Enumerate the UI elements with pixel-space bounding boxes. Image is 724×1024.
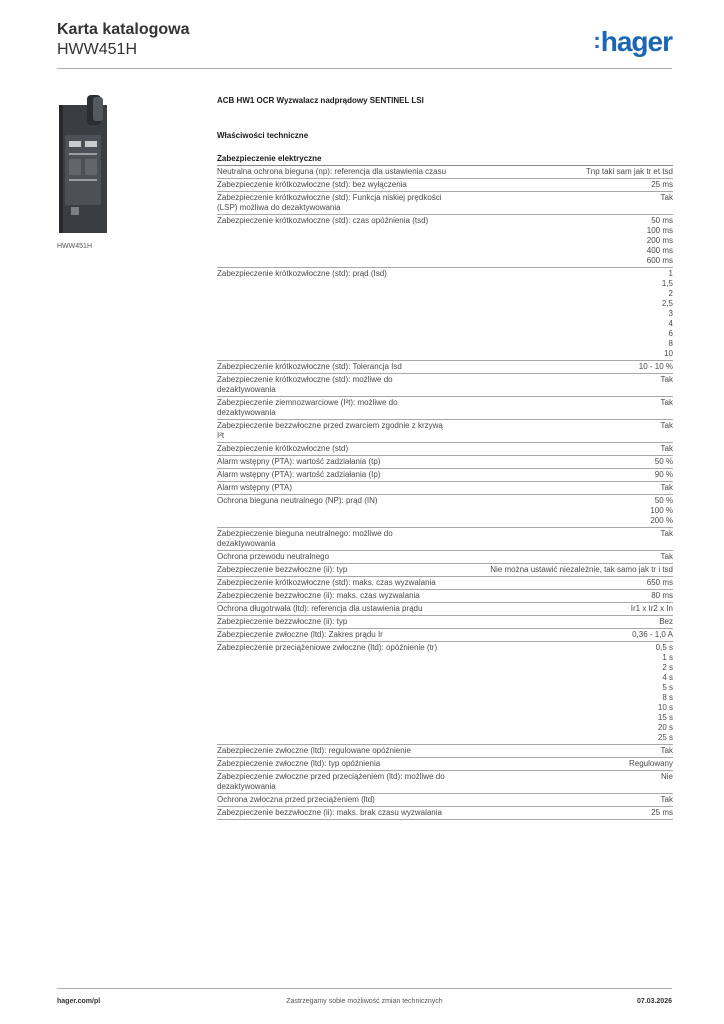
property-value: Tak [458, 794, 673, 807]
table-row [217, 215, 673, 268]
property-value: 650 ms [458, 577, 673, 590]
property-label: Zabezpieczenie krótkozwłoczne (std) [217, 443, 458, 456]
footer-date: 07.03.2026 [636, 998, 672, 1005]
table-row [217, 603, 673, 616]
table-row [217, 374, 673, 397]
footer-divider [57, 988, 672, 989]
footer-disclaimer: Zastrzegamy sobie możliwość zmian technicznych [286, 998, 443, 1005]
document-title: Karta katalogowa [57, 21, 190, 38]
property-value: Tak [458, 192, 673, 215]
property-label: Zabezpieczenie zwłoczne (ltd): Zakres prądu Ir [217, 629, 458, 642]
table-row [217, 456, 673, 469]
property-value: 50 % 100 % 200 % [458, 495, 673, 528]
table-row [217, 495, 673, 528]
hager-logo: :hager [593, 26, 672, 57]
property-value: 0,36 - 1,0 A [458, 629, 673, 642]
property-label: Zabezpieczenie przeciążeniowe zwłoczne (ltd): opóźnienie (tr) [217, 642, 458, 745]
property-label: Zabezpieczenie bieguna neutralnego: możliwe do dezaktywowania [217, 528, 458, 551]
property-label: Zabezpieczenie krótkozwłoczne (std): możliwe do dezaktywowania [217, 374, 458, 397]
table-row [217, 551, 673, 564]
table-row [217, 564, 673, 577]
table-row [217, 397, 673, 420]
property-label: Zabezpieczenie bezzwłoczne (ii): maks. brak czasu wyzwalania [217, 807, 458, 820]
table-row [217, 443, 673, 456]
property-value: Nie można ustawić niezależnie, tak samo jak tr i tsd [458, 564, 673, 577]
property-value: 10 - 10 % [458, 361, 673, 374]
property-value: Tak [458, 420, 673, 443]
property-label: Zabezpieczenie bezzwłoczne (ii): typ [217, 616, 458, 629]
table-row [217, 794, 673, 807]
table-row [217, 166, 673, 179]
table-row [217, 528, 673, 551]
table-row [217, 758, 673, 771]
table-row [217, 616, 673, 629]
page-header [57, 20, 189, 60]
product-details [217, 95, 673, 820]
table-row [217, 420, 673, 443]
property-label: Zabezpieczenie krótkozwłoczne (std): czas opóźnienia (tsd) [217, 215, 458, 268]
property-value: 25 ms [458, 179, 673, 192]
property-label: Zabezpieczenie krótkozwłoczne (std): bez wyłączenia [217, 179, 458, 192]
property-value: 25 ms [458, 807, 673, 820]
property-label: Ochrona bieguna neutralnego (NP): prąd (IN) [217, 495, 458, 528]
property-label: Alarm wstępny (PTA): wartość zadziałania (tp) [217, 456, 458, 469]
footer-website[interactable]: hager.com/pl [57, 998, 101, 1005]
table-row [217, 745, 673, 758]
property-label: Zabezpieczenie krótkozwłoczne (std): maks. czas wyzwalania [217, 577, 458, 590]
property-value: Regulowany [458, 758, 673, 771]
property-label: Ochrona zwłoczna przed przeciążeniem (ltd) [217, 794, 458, 807]
property-label: Zabezpieczenie krótkozwłoczne (std): Tolerancja Isd [217, 361, 458, 374]
table-row [217, 590, 673, 603]
table-row [217, 361, 673, 374]
property-value: 80 ms [458, 590, 673, 603]
image-caption: HWW451H [57, 243, 93, 250]
property-value: Tak [458, 482, 673, 495]
table-row [217, 469, 673, 482]
property-value: Ir1 x Ir2 x In [458, 603, 673, 616]
property-value: 50 % [458, 456, 673, 469]
product-code: HWW451H [57, 41, 138, 58]
property-value: 1 1,5 2 2,5 3 4 6 8 10 [458, 268, 673, 361]
subsection-title: Zabezpieczenie elektryczne [217, 153, 673, 166]
property-label: Ochrona przewodu neutralnego [217, 551, 458, 564]
property-value: Tak [458, 443, 673, 456]
property-label: Ochrona długotrwała (ltd): referencja dla ustawienia prądu [217, 603, 458, 616]
property-value: Nie [458, 771, 673, 794]
property-value: Bez [458, 616, 673, 629]
property-value: Tak [458, 397, 673, 420]
table-row [217, 179, 673, 192]
property-label: Zabezpieczenie zwłoczne przed przeciążeniem (ltd): możliwe do dezaktywowania [217, 771, 458, 794]
table-row [217, 482, 673, 495]
table-row [217, 642, 673, 745]
product-image [57, 95, 117, 235]
property-label: Zabezpieczenie ziemnozwarciowe (I²t): możliwe do dezaktywowania [217, 397, 458, 420]
property-label: Neutralna ochrona bieguna (np): referencja dla ustawienia czasu [217, 166, 458, 179]
table-row [217, 629, 673, 642]
property-label: Zabezpieczenie krótkozwłoczne (std): prąd (Isd) [217, 268, 458, 361]
table-row [217, 807, 673, 820]
property-value: 90 % [458, 469, 673, 482]
table-row [217, 192, 673, 215]
property-value: Tak [458, 745, 673, 758]
table-row [217, 268, 673, 361]
product-title: ACB HW1 OCR Wyzwalacz nadprądowy SENTINEL LSI [217, 96, 424, 105]
property-label: Alarm wstępny (PTA): wartość zadziałania (Ip) [217, 469, 458, 482]
property-value: 0,5 s 1 s 2 s 4 s 5 s 8 s 10 s 15 s 20 s 25 s [458, 642, 673, 745]
property-label: Zabezpieczenie bezzwłoczne (ii): maks. czas wyzwalania [217, 590, 458, 603]
table-row [217, 577, 673, 590]
property-label: Zabezpieczenie bezzwłoczne (ii): typ [217, 564, 458, 577]
property-value: 50 ms 100 ms 200 ms 400 ms 600 ms [458, 215, 673, 268]
property-value: Tak [458, 374, 673, 397]
property-label: Zabezpieczenie zwłoczne (ltd): regulowane opóźnienie [217, 745, 458, 758]
property-value: Tak [458, 528, 673, 551]
properties-table [217, 166, 673, 820]
table-row [217, 771, 673, 794]
property-value: Tnp taki sam jak tr et tsd [458, 166, 673, 179]
property-label: Zabezpieczenie bezzwłoczne przed zwarciem zgodnie z krzywą I²t [217, 420, 458, 443]
header-divider [57, 68, 672, 69]
property-label: Alarm wstępny (PTA) [217, 482, 458, 495]
section-title: Właściwości techniczne [217, 131, 309, 140]
property-label: Zabezpieczenie krótkozwłoczne (std): Funkcja niskiej prędkości (LSP) możliwa do dezaktywowania [217, 192, 458, 215]
property-value: Tak [458, 551, 673, 564]
property-label: Zabezpieczenie zwłoczne (ltd): typ opóźnienia [217, 758, 458, 771]
